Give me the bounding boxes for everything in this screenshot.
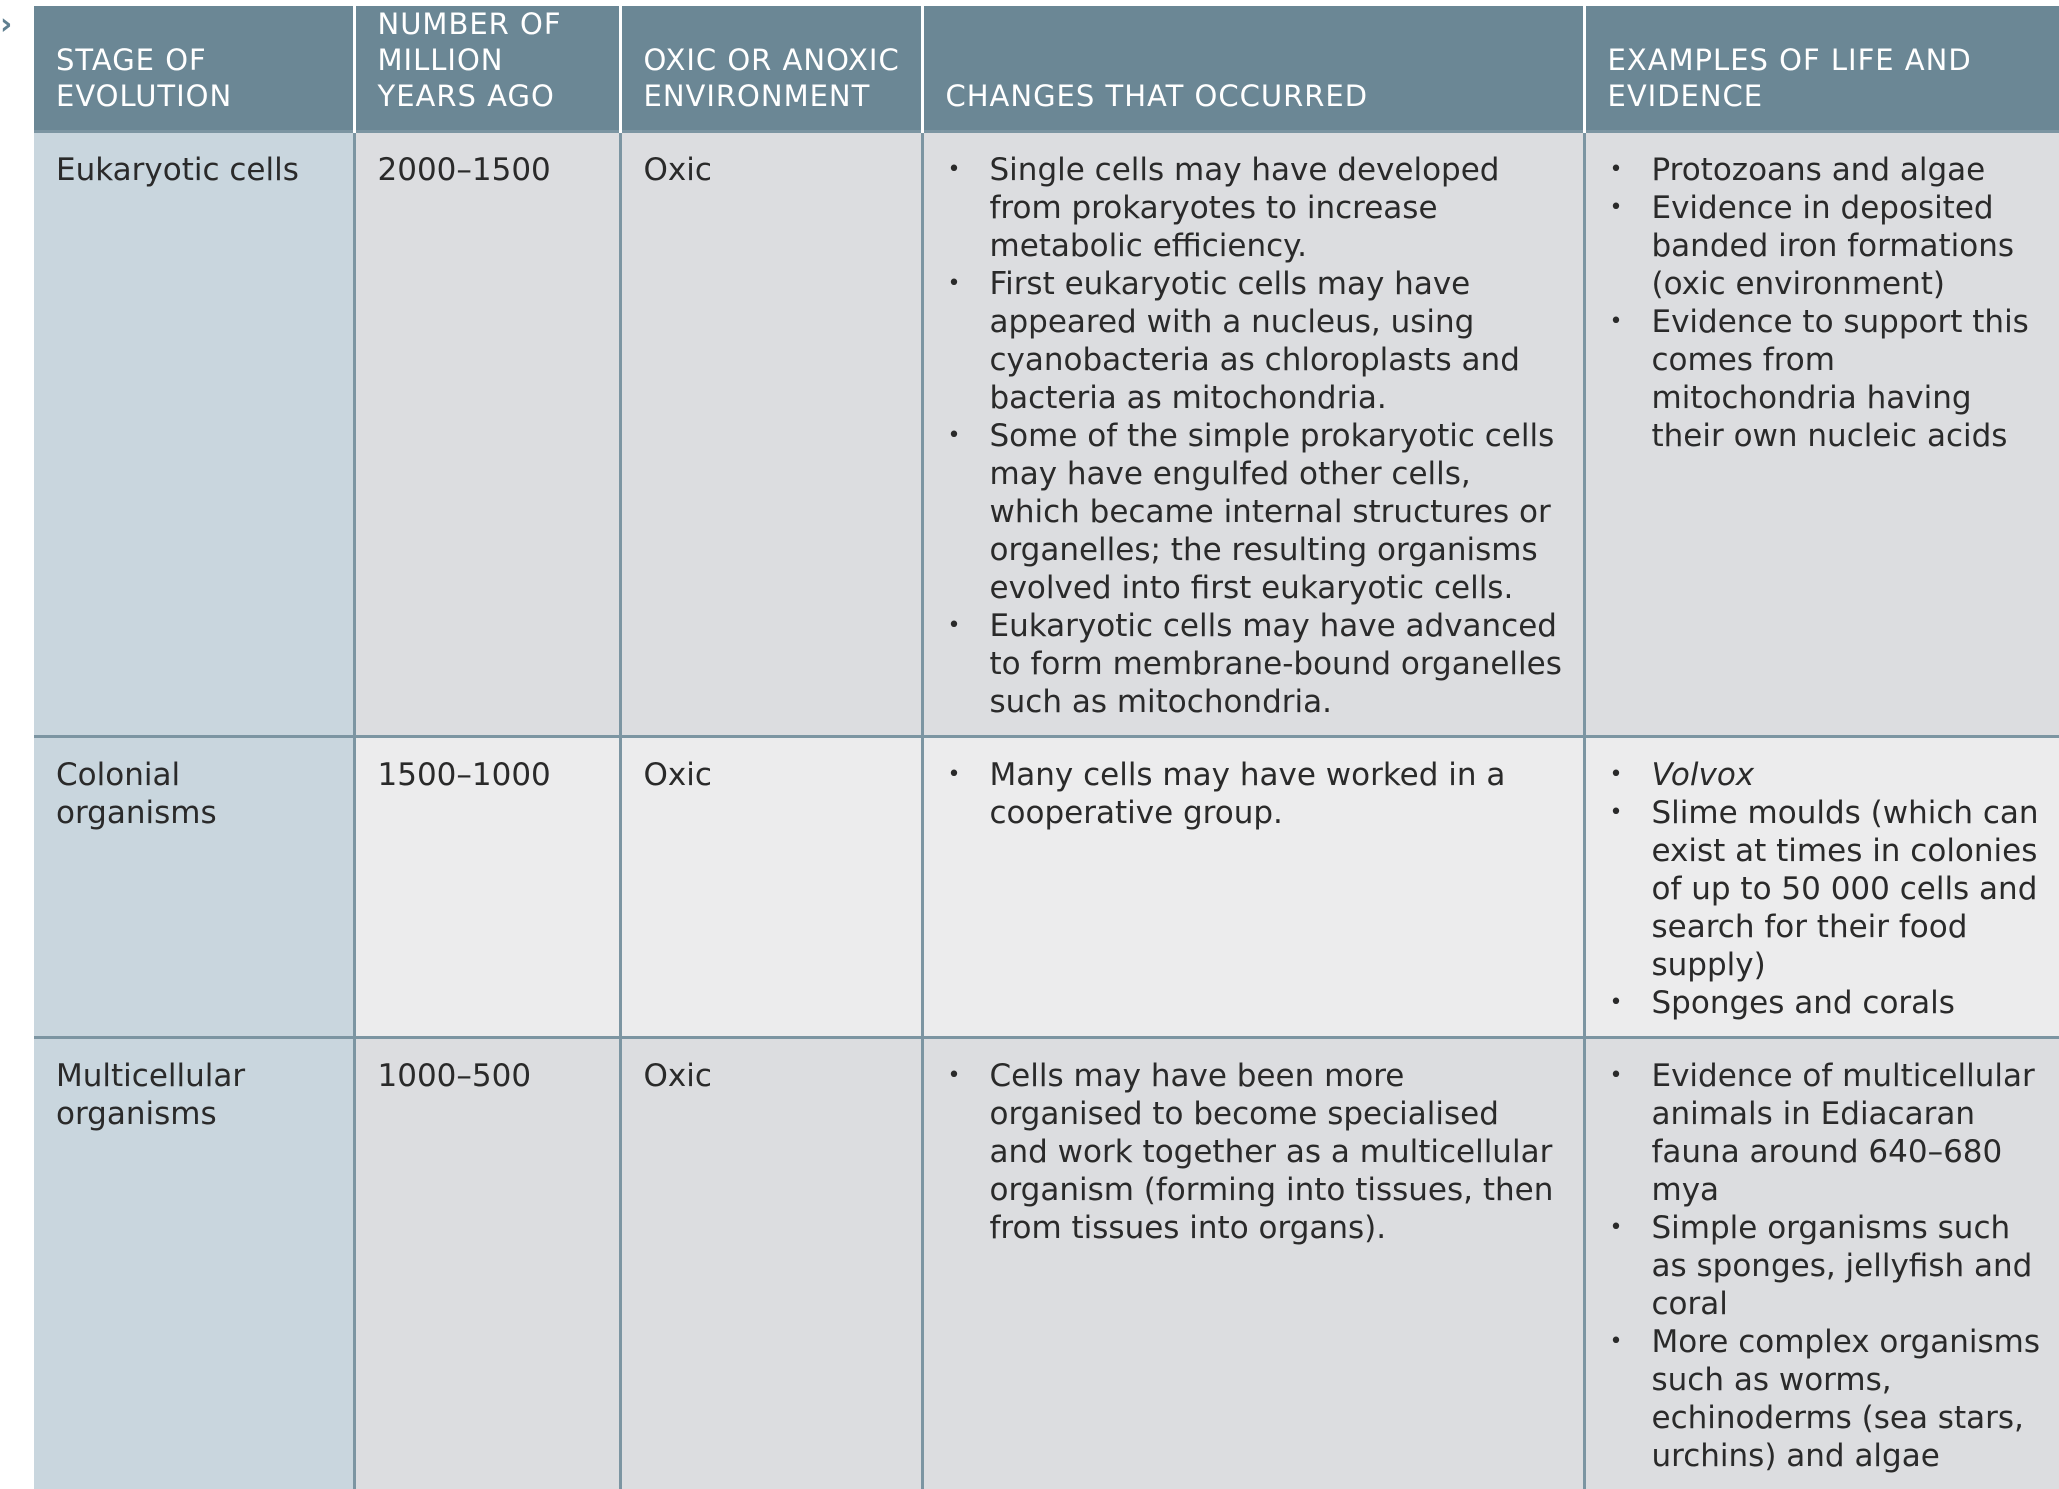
years-cell: 2000–1500 bbox=[354, 132, 620, 737]
environment-cell: Oxic bbox=[620, 1038, 922, 1489]
examples-list bbox=[1608, 151, 2042, 455]
list-item: • First eukaryotic cells may have appeared with a nucleus, using cyanobacteria as chloroplasts and bacteria as mitochondria. bbox=[946, 265, 1565, 417]
table-row-colonial-organisms bbox=[34, 737, 2059, 1038]
list-item: • Sponges and corals bbox=[1608, 984, 2042, 1022]
list-item: • Cells may have been more organised to become specialised and work together as a multicellular organism (forming into tissues, then from tissues into organs). bbox=[946, 1057, 1565, 1247]
list-item: • Single cells may have developed from prokaryotes to increase metabolic efficiency. bbox=[946, 151, 1565, 265]
list-item: • Some of the simple prokaryotic cells may have engulfed other cells, which became internal structures or organelles; the resulting organisms evolved into first eukaryotic cells. bbox=[946, 417, 1565, 607]
examples-cell bbox=[1584, 1038, 2059, 1489]
examples-list bbox=[1608, 1057, 2042, 1475]
list-item: • Evidence of multicellular animals in Ediacaran fauna around 640–680 mya bbox=[1608, 1057, 2042, 1209]
header-changes-occurred: CHANGES THAT OCCURRED bbox=[922, 6, 1584, 132]
list-item: • Protozoans and algae bbox=[1608, 151, 2042, 189]
changes-list bbox=[946, 756, 1565, 832]
changes-cell bbox=[922, 1038, 1584, 1489]
list-item: • Many cells may have worked in a cooperative group. bbox=[946, 756, 1565, 832]
changes-cell bbox=[922, 132, 1584, 737]
stage-cell: Multicellular organisms bbox=[34, 1038, 354, 1489]
header-stage-of-evolution: STAGE OF EVOLUTION bbox=[34, 6, 354, 132]
examples-cell bbox=[1584, 737, 2059, 1038]
years-cell: 1000–500 bbox=[354, 1038, 620, 1489]
header-oxic-or-anoxic: OXIC OR ANOXIC ENVIRONMENT bbox=[620, 6, 922, 132]
chevron-right-icon: › bbox=[0, 10, 18, 40]
table-row-multicellular-organisms bbox=[34, 1038, 2059, 1489]
years-cell: 1500–1000 bbox=[354, 737, 620, 1038]
examples-cell bbox=[1584, 132, 2059, 737]
environment-cell: Oxic bbox=[620, 737, 922, 1038]
list-item: • Slime moulds (which can exist at times in colonies of up to 50 000 cells and search for their food supply) bbox=[1608, 794, 2042, 984]
stage-cell: Colonial organisms bbox=[34, 737, 354, 1038]
list-item: • Eukaryotic cells may have advanced to form membrane-bound organelles such as mitochondria. bbox=[946, 607, 1565, 721]
examples-list bbox=[1608, 756, 2042, 1022]
evolution-stages-table bbox=[34, 6, 2059, 1489]
changes-cell bbox=[922, 737, 1584, 1038]
changes-list bbox=[946, 151, 1565, 721]
table-header-row bbox=[34, 6, 2059, 132]
environment-cell: Oxic bbox=[620, 132, 922, 737]
header-million-years-ago: NUMBER OF MILLION YEARS AGO bbox=[354, 6, 620, 132]
table-row-eukaryotic-cells bbox=[34, 132, 2059, 737]
list-item: • Volvox bbox=[1608, 756, 2042, 794]
list-item: • Evidence to support this comes from mitochondria having their own nucleic acids bbox=[1608, 303, 2042, 455]
header-examples-of-life: EXAMPLES OF LIFE AND EVIDENCE bbox=[1584, 6, 2059, 132]
stage-cell: Eukaryotic cells bbox=[34, 132, 354, 737]
list-item: • More complex organisms such as worms, echinoderms (sea stars, urchins) and algae bbox=[1608, 1323, 2042, 1475]
list-item: • Simple organisms such as sponges, jellyfish and coral bbox=[1608, 1209, 2042, 1323]
changes-list bbox=[946, 1057, 1565, 1247]
list-item: • Evidence in deposited banded iron formations (oxic environment) bbox=[1608, 189, 2042, 303]
